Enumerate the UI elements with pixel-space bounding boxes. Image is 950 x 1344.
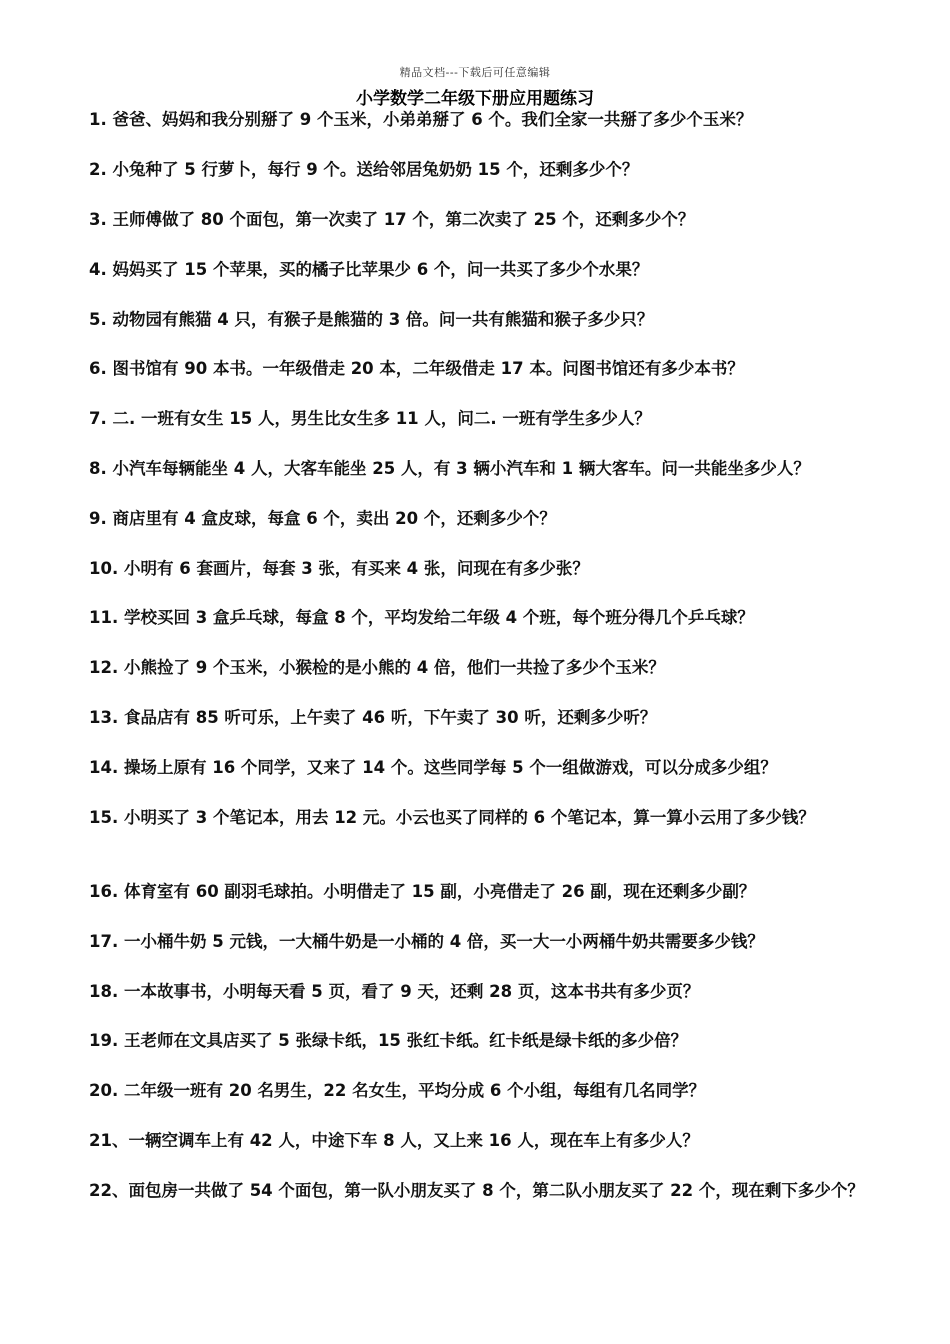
question-16: 16. 体育室有 60 副羽毛球拍。小明借走了 15 副，小亮借走了 26 副，现在还剩多少副？: [89, 882, 756, 901]
question-2: 2. 小兔种了 5 行萝卜，每行 9 个。送给邻居兔奶奶 15 个，还剩多少个？: [89, 160, 639, 179]
page-title: 小学数学二年级下册应用题练习: [356, 89, 594, 109]
question-11: 11. 学校买回 3 盒乒乓球，每盒 8 个，平均发给二年级 4 个班，每个班分得几个乒乓球？: [89, 608, 754, 627]
question-1: 1. 爸爸、妈妈和我分别掰了 9 个玉米，小弟弟掰了 6 个。我们全家一共掰了多少个玉米？: [89, 110, 753, 129]
header-note: 精品文档---下载后可任意编辑: [399, 66, 551, 79]
question-5: 5. 动物园有熊猫 4 只，有猴子是熊猫的 3 倍。问一共有熊猫和猴子多少只？: [89, 310, 654, 329]
question-15: 15. 小明买了 3 个笔记本，用去 12 元。小云也买了同样的 6 个笔记本，算一算小云用了多少钱？: [89, 808, 815, 827]
question-21: 21、一辆空调车上有 42 人，中途下车 8 人，又上来 16 人，现在车上有多少人？: [89, 1131, 699, 1150]
question-3: 3. 王师傅做了 80 个面包，第一次卖了 17 个，第二次卖了 25 个，还剩多少个？: [89, 210, 695, 229]
question-9: 9. 商店里有 4 盒皮球，每盒 6 个，卖出 20 个，还剩多少个？: [89, 509, 556, 528]
question-12: 12. 小熊捡了 9 个玉米，小猴检的是小熊的 4 倍，他们一共捡了多少个玉米？: [89, 658, 665, 677]
question-19: 19. 王老师在文具店买了 5 张绿卡纸，15 张红卡纸。红卡纸是绿卡纸的多少倍？: [89, 1031, 688, 1050]
question-17: 17. 一小桶牛奶 5 元钱，一大桶牛奶是一小桶的 4 倍，买一大一小两桶牛奶共需要多少钱？: [89, 932, 764, 951]
question-18: 18. 一本故事书，小明每天看 5 页，看了 9 天，还剩 28 页，这本书共有多少页？: [89, 982, 700, 1001]
question-20: 20. 二年级一班有 20 名男生，22 名女生，平均分成 6 个小组，每组有几名同学？: [89, 1081, 706, 1100]
question-13: 13. 食品店有 85 听可乐，上午卖了 46 听，下午卖了 30 听，还剩多少听？: [89, 708, 657, 727]
question-8: 8. 小汽车每辆能坐 4 人，大客车能坐 25 人，有 3 辆小汽车和 1 辆大客车。问一共能坐多少人？: [89, 459, 810, 478]
question-4: 4. 妈妈买了 15 个苹果，买的橘子比苹果少 6 个，问一共买了多少个水果？: [89, 260, 649, 279]
question-10: 10. 小明有 6 套画片，每套 3 张，有买来 4 张，问现在有多少张？: [89, 559, 589, 578]
question-22: 22、面包房一共做了 54 个面包，第一队小朋友买了 8 个，第二队小朋友买了 22 个，现在剩下多少个？: [89, 1181, 864, 1200]
question-6: 6. 图书馆有 90 本书。一年级借走 20 本，二年级借走 17 本。问图书馆还有多少本书？: [89, 359, 744, 378]
question-14: 14. 操场上原有 16 个同学，又来了 14 个。这些同学每 5 个一组做游戏，可以分成多少组？: [89, 758, 777, 777]
question-7: 7. 二. 一班有女生 15 人，男生比女生多 11 人，问二. 一班有学生多少人？: [89, 409, 651, 428]
